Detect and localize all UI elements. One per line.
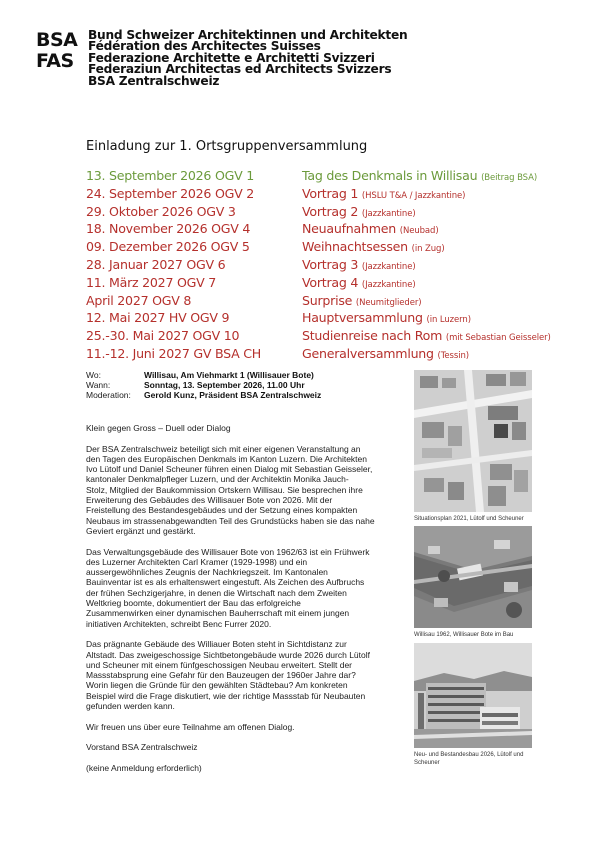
schedule-event-title: Generalversammlung xyxy=(302,345,434,361)
schedule-date: 29. Oktober 2026 OGV 3 xyxy=(86,203,236,219)
logo-line-2: FAS xyxy=(36,50,74,72)
org-line-2: Fédération des Architectes Suisses xyxy=(88,39,321,54)
organisation-name xyxy=(88,30,508,87)
info-value: Sonntag, 13. September 2026, 11.00 Uhr xyxy=(144,380,305,391)
schedule-list xyxy=(86,168,556,364)
subtitle: Klein gegen Gross – Duell oder Dialog xyxy=(86,423,231,433)
schedule-event xyxy=(302,310,471,325)
aerial-photo-image xyxy=(414,526,532,628)
bsa-fas-logo xyxy=(36,30,84,74)
schedule-event-note: (Jazzkantine) xyxy=(361,261,416,272)
schedule-event xyxy=(302,168,537,183)
schedule-date: 24. September 2026 OGV 2 xyxy=(86,185,255,201)
schedule-date: 11.-12. Juni 2027 GV BSA CH xyxy=(86,345,261,361)
schedule-event-title: Vortrag 3 xyxy=(302,256,359,272)
info-value: Willisau, Am Viehmarkt 1 (Willisauer Bote) xyxy=(144,370,314,380)
schedule-event-title: Tag des Denkmals in Willisau xyxy=(302,168,478,183)
figure-caption: Situationsplan 2021, Lütolf und Scheuner xyxy=(414,516,524,522)
org-line-4: Federaziun Architectas ed Architects Svizzers xyxy=(88,62,392,77)
figure-aerial-1962 xyxy=(414,526,532,640)
info-label: Moderation: xyxy=(86,390,131,401)
schedule-date: 13. September 2026 OGV 1 xyxy=(86,168,255,183)
schedule-row xyxy=(86,221,556,239)
schedule-event-title: Hauptversammlung xyxy=(302,310,423,326)
paragraph: Das prägnante Gebäude des Williauer Boten steht in Sichtdistanz zur Altstadt. Das zweigeschossige Sichtbetongebäude wurde 2026 durch Lütolf und Scheuner mit einem fünfgeschossigen Neubau erweitert. Stellt der Massstabsprung eine Gefahr für den Bauzeugen der 1960er Jahre dar? Worin liegen die Gründe für den gewählten Städtebau? Am konkreten Beispiel wird die Frage diskutiert, wie der richtige Massstab für Neubauten gefunden werden kann. xyxy=(86,639,370,712)
info-row-time xyxy=(86,380,321,390)
schedule-event-title: Weihnachtsessen xyxy=(302,239,408,255)
schedule-event-note: (Neubad) xyxy=(399,226,439,237)
schedule-event xyxy=(302,257,416,272)
closing-line: Wir freuen uns über eure Teilnahme am offenen Dialog. xyxy=(86,721,295,732)
schedule-date: 28. Januar 2027 OGV 6 xyxy=(86,256,226,272)
info-label: Wann: xyxy=(86,380,111,391)
schedule-event-title: Vortrag 4 xyxy=(302,274,359,290)
schedule-row xyxy=(86,168,556,186)
schedule-date: 18. November 2026 OGV 4 xyxy=(86,221,251,237)
building-photo-image xyxy=(414,643,532,748)
schedule-date: 09. Dezember 2026 OGV 5 xyxy=(86,239,250,255)
schedule-event-note: (Jazzkantine) xyxy=(361,208,416,219)
signature: Vorstand BSA Zentralschweiz xyxy=(86,742,198,753)
event-info xyxy=(86,370,321,401)
schedule-row xyxy=(86,346,556,364)
schedule-event xyxy=(302,221,439,236)
registration-note: (keine Anmeldung erforderlich) xyxy=(86,762,202,773)
figure-new-building xyxy=(414,643,532,767)
info-row-moderation xyxy=(86,390,321,400)
schedule-date: 12. Mai 2027 HV OGV 9 xyxy=(86,310,230,326)
schedule-date: 11. März 2027 OGV 7 xyxy=(86,274,217,290)
schedule-row xyxy=(86,328,556,346)
org-line-1: Bund Schweizer Architektinnen und Architekten xyxy=(88,28,408,42)
schedule-row xyxy=(86,204,556,222)
schedule-event-title: Vortrag 1 xyxy=(302,185,359,201)
info-row-location xyxy=(86,370,321,380)
schedule-event-title: Neuaufnahmen xyxy=(302,221,396,237)
schedule-event-note: (Beitrag BSA) xyxy=(481,173,538,183)
body-text xyxy=(86,423,400,783)
info-label: Wo: xyxy=(86,370,101,380)
schedule-event-note: (Tessin) xyxy=(437,350,469,361)
schedule-event-note: (HSLU T&A / Jazzkantine) xyxy=(361,190,466,201)
schedule-event xyxy=(302,239,445,254)
schedule-row xyxy=(86,310,556,328)
schedule-event-note: (Jazzkantine) xyxy=(361,279,416,290)
schedule-row xyxy=(86,186,556,204)
org-line-5: BSA Zentralschweiz xyxy=(88,73,220,88)
schedule-event-title: Surprise xyxy=(302,292,353,308)
schedule-event xyxy=(302,186,465,201)
schedule-row xyxy=(86,239,556,257)
invitation-title: Einladung zur 1. Ortsgruppenversammlung xyxy=(86,139,368,154)
schedule-event-title: Studienreise nach Rom xyxy=(302,328,443,344)
schedule-date: April 2027 OGV 8 xyxy=(86,292,192,308)
schedule-row xyxy=(86,293,556,311)
schedule-event xyxy=(302,328,551,343)
schedule-event xyxy=(302,346,469,361)
paragraph: Das Verwaltungsgebäude des Willisauer Bote von 1962/63 ist ein Frühwerk des Luzerner Architekten Carl Kramer (1929-1998) und ein aussergewöhnliches Zeugnis der Nachkriegszeit. Im Kantonalen Bauinventar ist es als erhaltenswert eingestuft. Als Zeichen des Aufbruchs der frühen Sechzigerjahre, in denen die Wirtschaft nach dem Zweiten Weltkrieg boomte, dokumentiert der Bau das erfolgreiche Zusammenwirken einer dynamischen Bauherrschaft mit einem jungen initiativen Architekten, schreibt Benc Furrer 2020. xyxy=(86,546,370,629)
logo-line-1: BSA xyxy=(36,29,78,51)
site-plan-image xyxy=(414,370,532,512)
schedule-date: 25.-30. Mai 2027 OGV 10 xyxy=(86,328,240,344)
schedule-event xyxy=(302,293,421,308)
paragraph: Der BSA Zentralschweiz beteiligt sich mit einer eigenen Veranstaltung an den Tagen des Europäischen Denkmals im Kanton Luzern. Die Architekten Ivo Lütolf und Daniel Scheuner führen einen Dialog mit Sebastian Geisseler, kantonaler Denkmalpfleger Luzern, und der Architektin Monika Jauch- Stolz, Mitglied der Baukommission Ortskern Willisau. Sie besprechen ihre Erweiterung des Gebäudes des Willisauer Bote von 2026. Mit der Freistellung des Bestandesgebäudes und der Setzung eines kompakten Neubaus im strassenabgewandten Teil des Grundstücks haben sie das nahe Geviert ergänzt und gestärkt. xyxy=(86,443,375,536)
schedule-event-note: (mit Sebastian Geisseler) xyxy=(445,333,551,344)
schedule-event-note: (in Luzern) xyxy=(426,315,471,326)
info-value: Gerold Kunz, Präsident BSA Zentralschweiz xyxy=(144,390,322,401)
schedule-row xyxy=(86,257,556,275)
schedule-row xyxy=(86,275,556,293)
schedule-event xyxy=(302,275,416,290)
schedule-event xyxy=(302,204,416,219)
figure-site-plan xyxy=(414,370,532,524)
figure-caption: Neu- und Bestandesbau 2026, Lütolf und Scheuner xyxy=(414,752,524,766)
schedule-event-note: (Neumitglieder) xyxy=(355,297,422,308)
figure-caption: Willisau 1962, Willisauer Bote im Bau xyxy=(414,632,514,638)
org-line-3: Federazione Architette e Architetti Svizzeri xyxy=(88,50,375,65)
schedule-event-title: Vortrag 2 xyxy=(302,203,359,219)
schedule-event-note: (in Zug) xyxy=(411,244,445,255)
